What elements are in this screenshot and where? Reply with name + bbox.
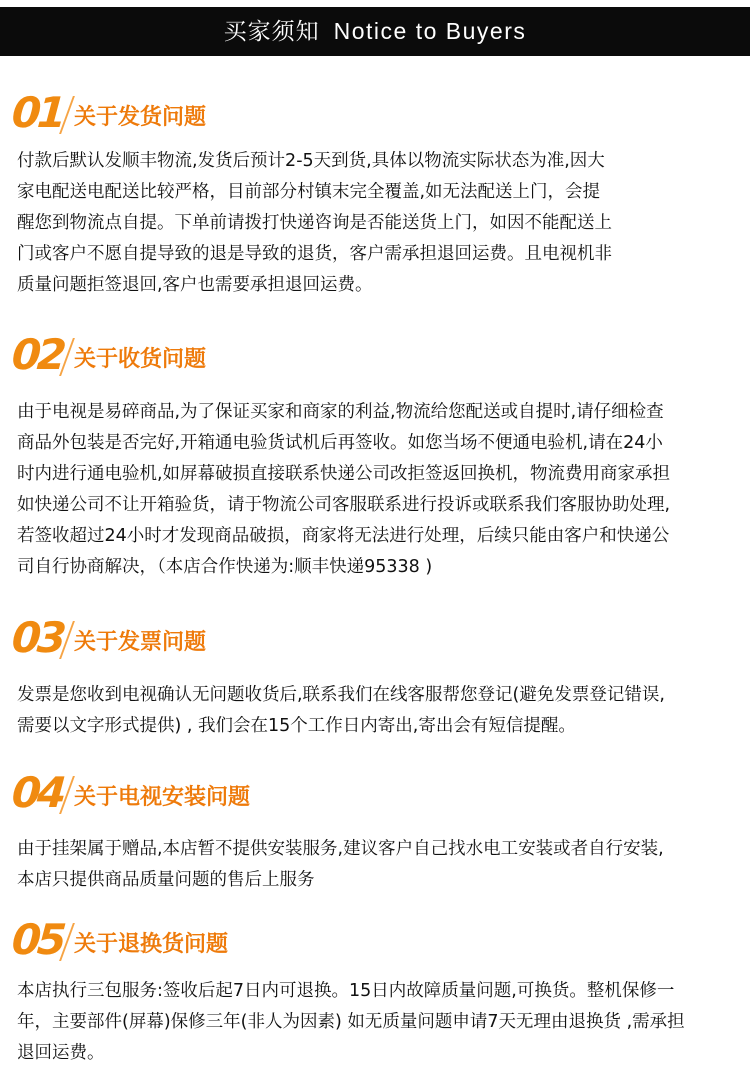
section-02-body	[17, 397, 745, 583]
section-number: 03	[10, 613, 65, 662]
body-line: 年，主要部件(屏幕)保修三年(非人为因素) 如无质量问题申请7天无理由退换货 ,需承担	[17, 1012, 685, 1032]
banner-title-zh: 买家须知	[223, 19, 320, 45]
body-line: 若签收超过24小时才发现商品破损，商家将无法进行处理，后续只能由客户和快递公	[17, 526, 670, 546]
body-line: 醒您到物流点自提。下单前请拨打快递咨询是否能送货上门，如因不能配送上	[17, 213, 612, 233]
body-line: 退回运费。	[17, 1043, 105, 1063]
section-title: 关于退换货问题	[74, 932, 229, 957]
body-line: 质量问题拒签退回,客户也需要承担退回运费。	[17, 275, 373, 295]
banner-title-en: Notice to Buyers	[333, 18, 527, 44]
body-line: 家电配送电配送比较严格，目前部分村镇末完全覆盖,如无法配送上门，会提	[17, 182, 601, 202]
body-line: 发票是您收到电视确认无问题收货后,联系我们在线客服帮您登记(避免发票登记错误,	[17, 685, 665, 705]
section-03-header	[10, 613, 207, 662]
section-number: 04	[10, 768, 65, 817]
section-number: 02	[10, 330, 65, 379]
body-line: 司自行协商解决，（本店合作快递为:顺丰快递95338 )	[17, 557, 433, 577]
section-title: 关于发票问题	[74, 630, 207, 655]
body-line: 由于电视是易碎商品,为了保证买家和商家的利益,物流给您配送或自提时,请仔细检查	[17, 402, 664, 422]
section-04-body	[17, 834, 745, 896]
body-line: 商品外包装是否完好,开箱通电验货试机后再签收。如您当场不便通电验机,请在24小	[17, 433, 663, 453]
section-04-header	[10, 768, 251, 817]
body-line: 如快递公司不让开箱验货，请于物流公司客服联系进行投诉或联系我们客服协助处理,	[17, 495, 671, 515]
notice-banner	[0, 7, 750, 56]
section-05-body	[17, 976, 745, 1069]
body-line: 由于挂架属于赠品,本店暂不提供安装服务,建议客户自己找水电工安装或者自行安装,	[17, 839, 664, 859]
body-line: 付款后默认发顺丰物流,发货后预计2-5天到货,具体以物流实际状态为准,因大	[17, 151, 605, 171]
section-title: 关于收货问题	[74, 347, 207, 372]
section-05-header	[10, 915, 229, 964]
body-line: 本店只提供商品质量问题的售后上服务	[17, 870, 315, 890]
section-03-body	[17, 680, 745, 742]
section-title: 关于发货问题	[74, 105, 207, 130]
section-number: 01	[10, 88, 65, 137]
section-01-body	[17, 146, 745, 301]
section-title: 关于电视安装问题	[74, 785, 251, 810]
body-line: 本店执行三包服务:签收后起7日内可退换。15日内故障质量问题,可换货。整机保修一	[17, 981, 675, 1001]
body-line: 时内进行通电验机,如屏幕破损直接联系快递公司改拒签返回换机，物流费用商家承担	[17, 464, 671, 484]
section-number: 05	[10, 915, 65, 964]
section-01-header	[10, 88, 207, 137]
section-02-header	[10, 330, 207, 379]
body-line: 门或客户不愿自提导致的退是导致的退货，客户需承担退回运费。且电视机非	[17, 244, 612, 264]
body-line: 需要以文字形式提供) , 我们会在15个工作日内寄出,寄出会有短信提醒。	[17, 716, 576, 736]
